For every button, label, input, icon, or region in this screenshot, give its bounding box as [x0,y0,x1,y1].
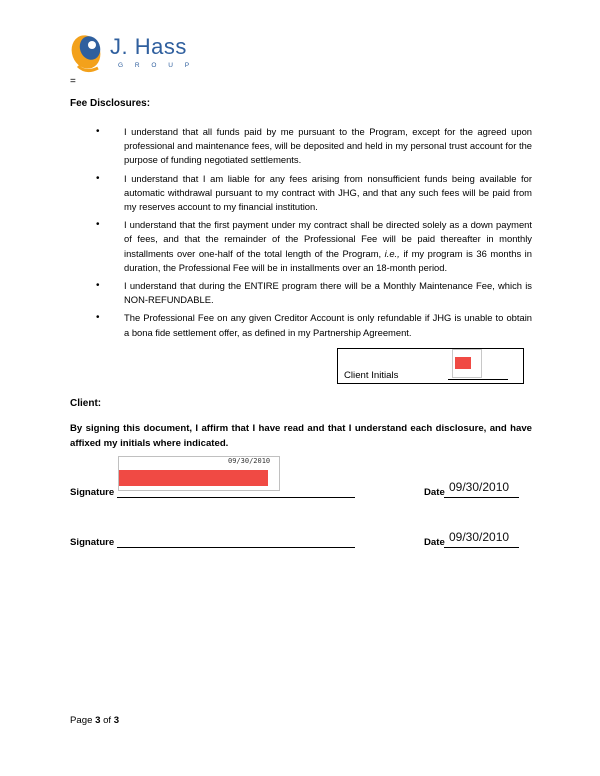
separator-mark: = [70,76,76,87]
client-initials-label: Client Initials [344,370,399,381]
signature-line[interactable] [117,497,355,498]
signature-redaction [119,470,268,486]
total-pages: 3 [113,715,120,726]
date-value: 09/30/2010 [449,480,510,494]
page-of: of [100,715,114,726]
signature-line[interactable] [117,547,355,548]
disclosure-item: • The Professional Fee on any given Creditor Account is only refundable if JHG is unable to obtain a bona fide settlement offer, as defined in my Partnership Agreement. [92,311,532,339]
date-line[interactable] [444,497,519,498]
disclosure-item-text: I understand that the first payment under my contract shall be directed solely as a down payment of fees, and that the remainder of the Professional Fee will be paid thereafter in monthly installments over one-half of the total length of the Program, i.e., if my program is 36 months in duration, the Professional Fee will be in installments over an 18-month period. [124,219,532,273]
client-title: Client: [70,398,102,409]
logo-subtext: G R O U P [118,62,195,69]
disclosure-item: • I understand that I am liable for any fees arising from nonsufficient funds being available for automatic withdrawal pursuant to my contract with JHG, and that any such fees will be paid from my reserves account to my financial institution. [92,172,532,215]
page-number [70,715,119,726]
logo-swirl-icon [68,30,114,76]
disclosure-item: • I understand that during the ENTIRE program there will be a Monthly Maintenance Fee, which is NON-REFUNDABLE. [92,279,532,307]
date-value: 09/30/2010 [449,530,510,544]
logo-wordmark: J. Hass [110,34,187,59]
disclosure-list [92,125,532,344]
date-label: Date [424,537,445,548]
ie-italic: i.e., [384,247,400,259]
disclosure-item [92,218,532,275]
current-page: 3 [95,715,101,726]
client-affirmation: By signing this document, I affirm that I have read and that I understand each disclosure, and have affixed my initials where indicated. [70,423,532,449]
signature-stamp-date: 09/30/2010 [228,457,271,465]
disclosure-item: • I understand that all funds paid by me pursuant to the Program, except for the agreed upon professional and maintenance fees, will be deposited and held in my personal trust account for the purpose of funding negotiated settlements. [92,125,532,168]
signature-label: Signature [70,537,115,548]
initials-line[interactable] [448,379,508,380]
date-label: Date [424,487,445,498]
signature-label: Signature [70,487,115,498]
date-line[interactable] [444,547,519,548]
fee-disclosures-title: Fee Disclosures: [70,98,151,109]
page-prefix: Page [70,715,96,726]
initials-redaction-mark [455,357,471,369]
